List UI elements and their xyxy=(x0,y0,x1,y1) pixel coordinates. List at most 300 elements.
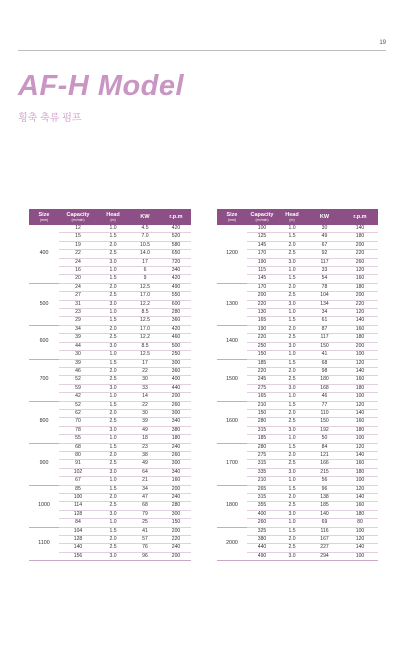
head-cell: 1.0 xyxy=(277,267,307,275)
kw-cell: 30 xyxy=(129,409,161,417)
kw-cell: 92 xyxy=(307,250,342,258)
kw-cell: 25 xyxy=(129,519,161,527)
table-row xyxy=(29,485,191,493)
rpm-cell: 180 xyxy=(161,435,191,443)
capacity-cell: 190 xyxy=(247,325,277,333)
rpm-cell: 200 xyxy=(161,552,191,560)
head-cell: 1.5 xyxy=(97,275,129,283)
size-header-label: Size xyxy=(38,212,50,218)
rpm-cell: 180 xyxy=(342,233,378,241)
head-cell: 2.0 xyxy=(277,283,307,291)
rpm-header-label: r.p.m xyxy=(169,214,183,220)
head-cell: 1.5 xyxy=(277,359,307,367)
head-cell: 1.0 xyxy=(97,477,129,485)
kw-cell: 34 xyxy=(129,485,161,493)
capacity-cell: 16 xyxy=(59,267,97,275)
table-row xyxy=(29,401,191,409)
capacity-cell: 315 xyxy=(247,426,277,434)
head-header-label: Head xyxy=(106,212,120,218)
head-cell: 3.0 xyxy=(277,258,307,266)
kw-cell: 121 xyxy=(307,451,342,459)
rpm-header xyxy=(342,209,378,225)
kw-cell: 10.5 xyxy=(129,241,161,249)
kw-cell: 12.2 xyxy=(129,334,161,342)
capacity-cell: 128 xyxy=(59,510,97,518)
capacity-cell: 42 xyxy=(59,393,97,401)
head-cell: 1.0 xyxy=(97,309,129,317)
capacity-cell: 19 xyxy=(59,241,97,249)
head-cell: 2.0 xyxy=(97,451,129,459)
spec-table-left xyxy=(29,209,191,561)
rpm-cell: 340 xyxy=(161,267,191,275)
head-cell: 3.0 xyxy=(277,342,307,350)
head-cell: 1.5 xyxy=(97,527,129,535)
rpm-cell: 160 xyxy=(342,325,378,333)
size-cell: 2000 xyxy=(217,527,247,561)
kw-cell: 12.5 xyxy=(129,283,161,291)
rpm-cell: 460 xyxy=(161,334,191,342)
rpm-cell: 250 xyxy=(161,351,191,359)
rpm-cell: 180 xyxy=(342,468,378,476)
head-cell: 2.5 xyxy=(97,250,129,258)
rpm-cell: 260 xyxy=(161,401,191,409)
rpm-cell: 120 xyxy=(342,359,378,367)
head-cell: 2.0 xyxy=(277,241,307,249)
capacity-cell: 185 xyxy=(247,359,277,367)
rpm-cell: 180 xyxy=(342,334,378,342)
capacity-cell: 39 xyxy=(59,359,97,367)
kw-cell: 14.0 xyxy=(129,250,161,258)
kw-cell: 166 xyxy=(307,460,342,468)
capacity-cell: 52 xyxy=(59,401,97,409)
head-cell: 1.5 xyxy=(97,401,129,409)
kw-cell: 49 xyxy=(129,426,161,434)
capacity-cell: 190 xyxy=(247,258,277,266)
head-cell: 3.0 xyxy=(277,300,307,308)
kw-cell: 8.5 xyxy=(129,309,161,317)
head-cell: 1.5 xyxy=(277,527,307,535)
kw-cell: 117 xyxy=(307,258,342,266)
rpm-cell: 140 xyxy=(342,494,378,502)
capacity-unit: (m³/min) xyxy=(255,218,269,222)
capacity-cell: 145 xyxy=(247,241,277,249)
rpm-cell: 200 xyxy=(161,485,191,493)
capacity-cell: 20 xyxy=(59,275,97,283)
page-subtitle: 횡축 축류 펌프 xyxy=(18,113,82,124)
size-header xyxy=(217,209,247,225)
capacity-header-label: Capacity xyxy=(250,212,274,218)
capacity-cell: 27 xyxy=(59,292,97,300)
rpm-cell: 160 xyxy=(342,460,378,468)
kw-cell: 17.0 xyxy=(129,325,161,333)
capacity-cell: 145 xyxy=(247,275,277,283)
kw-cell: 64 xyxy=(129,468,161,476)
head-cell: 1.5 xyxy=(97,233,129,241)
capacity-cell: 245 xyxy=(247,376,277,384)
rpm-cell: 220 xyxy=(161,536,191,544)
rpm-cell: 400 xyxy=(161,376,191,384)
capacity-cell: 315 xyxy=(247,460,277,468)
table-row xyxy=(217,527,378,535)
head-cell: 2.5 xyxy=(97,502,129,510)
capacity-cell: 355 xyxy=(247,502,277,510)
kw-cell: 227 xyxy=(307,544,342,552)
rpm-cell: 240 xyxy=(161,544,191,552)
size-header xyxy=(29,209,59,225)
capacity-cell: 78 xyxy=(59,426,97,434)
head-cell: 2.5 xyxy=(97,292,129,300)
rpm-cell: 100 xyxy=(342,351,378,359)
rpm-cell: 720 xyxy=(161,258,191,266)
head-header xyxy=(277,209,307,225)
head-cell: 2.0 xyxy=(277,494,307,502)
page-number: 19 xyxy=(379,40,386,46)
kw-cell: 98 xyxy=(307,367,342,375)
head-cell: 3.0 xyxy=(277,510,307,518)
kw-cell: 68 xyxy=(307,359,342,367)
head-cell: 1.5 xyxy=(97,359,129,367)
head-cell: 2.5 xyxy=(97,418,129,426)
kw-cell: 167 xyxy=(307,536,342,544)
kw-cell: 96 xyxy=(307,485,342,493)
kw-cell: 69 xyxy=(307,519,342,527)
head-cell: 3.0 xyxy=(97,384,129,392)
kw-cell: 30 xyxy=(307,225,342,233)
rpm-cell: 500 xyxy=(161,342,191,350)
kw-cell: 68 xyxy=(129,502,161,510)
head-cell: 3.0 xyxy=(97,258,129,266)
rpm-cell: 420 xyxy=(161,275,191,283)
capacity-cell: 67 xyxy=(59,477,97,485)
capacity-cell: 165 xyxy=(247,393,277,401)
capacity-header xyxy=(247,209,277,225)
kw-cell: 9 xyxy=(129,275,161,283)
rpm-cell: 180 xyxy=(342,510,378,518)
kw-cell: 33 xyxy=(307,267,342,275)
head-cell: 2.5 xyxy=(277,334,307,342)
rpm-cell: 200 xyxy=(161,527,191,535)
head-cell: 3.0 xyxy=(97,552,129,560)
rpm-cell: 360 xyxy=(161,367,191,375)
head-cell: 1.0 xyxy=(97,519,129,527)
head-cell: 2.0 xyxy=(97,367,129,375)
capacity-cell: 315 xyxy=(247,494,277,502)
size-cell: 900 xyxy=(29,443,59,485)
head-unit: (m) xyxy=(289,218,295,222)
capacity-cell: 46 xyxy=(59,367,97,375)
rpm-cell: 360 xyxy=(161,317,191,325)
head-cell: 1.0 xyxy=(277,393,307,401)
rpm-cell: 80 xyxy=(342,519,378,527)
rpm-cell: 580 xyxy=(161,241,191,249)
rpm-cell: 220 xyxy=(342,300,378,308)
capacity-cell: 70 xyxy=(59,418,97,426)
head-cell: 1.0 xyxy=(97,267,129,275)
rpm-cell: 550 xyxy=(161,292,191,300)
rpm-cell: 220 xyxy=(342,250,378,258)
rpm-cell: 180 xyxy=(342,283,378,291)
spec-table-right xyxy=(217,209,378,561)
head-cell: 2.5 xyxy=(97,334,129,342)
capacity-cell: 200 xyxy=(247,292,277,300)
head-cell: 1.5 xyxy=(97,317,129,325)
rpm-cell: 280 xyxy=(161,309,191,317)
capacity-cell: 265 xyxy=(247,485,277,493)
head-cell: 2.0 xyxy=(97,241,129,249)
kw-cell: 168 xyxy=(307,384,342,392)
capacity-cell: 59 xyxy=(59,384,97,392)
capacity-cell: 335 xyxy=(247,468,277,476)
capacity-cell: 380 xyxy=(247,536,277,544)
kw-cell: 46 xyxy=(307,393,342,401)
head-cell: 1.0 xyxy=(277,435,307,443)
capacity-cell: 34 xyxy=(59,325,97,333)
kw-header-label: KW xyxy=(319,214,330,220)
rpm-cell: 160 xyxy=(342,376,378,384)
rpm-header xyxy=(161,209,191,225)
capacity-cell: 114 xyxy=(59,502,97,510)
capacity-cell: 12 xyxy=(59,225,97,233)
head-cell: 1.0 xyxy=(97,435,129,443)
capacity-cell: 325 xyxy=(247,527,277,535)
head-cell: 2.5 xyxy=(277,544,307,552)
kw-cell: 17 xyxy=(129,258,161,266)
table-body-right xyxy=(217,225,378,561)
rpm-cell: 240 xyxy=(161,443,191,451)
table-row xyxy=(217,225,378,233)
head-cell: 1.5 xyxy=(277,401,307,409)
head-cell: 3.0 xyxy=(97,468,129,476)
rpm-cell: 260 xyxy=(342,258,378,266)
kw-cell: 76 xyxy=(129,544,161,552)
kw-cell: 34 xyxy=(307,309,342,317)
head-cell: 2.0 xyxy=(97,536,129,544)
head-cell: 2.5 xyxy=(277,250,307,258)
head-cell: 2.5 xyxy=(97,544,129,552)
capacity-cell: 220 xyxy=(247,300,277,308)
rpm-cell: 120 xyxy=(342,443,378,451)
capacity-cell: 30 xyxy=(59,351,97,359)
capacity-cell: 62 xyxy=(59,409,97,417)
table-row xyxy=(29,325,191,333)
rpm-cell: 340 xyxy=(161,468,191,476)
capacity-cell: 280 xyxy=(247,443,277,451)
capacity-cell: 84 xyxy=(59,519,97,527)
table-body-left xyxy=(29,225,191,561)
capacity-cell: 128 xyxy=(59,536,97,544)
capacity-cell: 156 xyxy=(59,552,97,560)
rpm-cell: 200 xyxy=(342,292,378,300)
capacity-header-label: Capacity xyxy=(66,212,90,218)
table-row xyxy=(217,443,378,451)
rpm-cell: 140 xyxy=(342,367,378,375)
header-rule xyxy=(18,50,386,51)
kw-cell: 23 xyxy=(129,443,161,451)
capacity-cell: 440 xyxy=(247,544,277,552)
head-cell: 2.5 xyxy=(97,376,129,384)
rpm-cell: 140 xyxy=(342,225,378,233)
capacity-cell: 170 xyxy=(247,250,277,258)
table-row xyxy=(217,325,378,333)
kw-cell: 57 xyxy=(129,536,161,544)
kw-cell: 185 xyxy=(307,502,342,510)
head-cell: 2.0 xyxy=(97,325,129,333)
rpm-cell: 440 xyxy=(161,384,191,392)
head-cell: 2.5 xyxy=(277,460,307,468)
kw-cell: 87 xyxy=(307,325,342,333)
rpm-cell: 420 xyxy=(161,225,191,233)
rpm-cell: 100 xyxy=(342,435,378,443)
rpm-cell: 140 xyxy=(342,409,378,417)
kw-cell: 12.5 xyxy=(129,351,161,359)
kw-cell: 8.5 xyxy=(129,342,161,350)
capacity-cell: 185 xyxy=(247,435,277,443)
capacity-header xyxy=(59,209,97,225)
table-row xyxy=(217,485,378,493)
size-unit: (mm) xyxy=(227,218,237,222)
capacity-cell: 125 xyxy=(247,233,277,241)
kw-header-label: KW xyxy=(140,214,150,220)
head-cell: 1.0 xyxy=(277,309,307,317)
head-cell: 1.5 xyxy=(277,233,307,241)
kw-cell: 140 xyxy=(307,510,342,518)
kw-cell: 6 xyxy=(129,267,161,275)
head-cell: 1.0 xyxy=(277,351,307,359)
capacity-cell: 15 xyxy=(59,233,97,241)
capacity-cell: 130 xyxy=(247,309,277,317)
capacity-cell: 490 xyxy=(247,552,277,560)
capacity-cell: 102 xyxy=(59,468,97,476)
rpm-cell: 120 xyxy=(342,536,378,544)
capacity-cell: 68 xyxy=(59,443,97,451)
rpm-cell: 140 xyxy=(342,544,378,552)
head-cell: 3.0 xyxy=(277,426,307,434)
head-cell: 2.0 xyxy=(277,536,307,544)
kw-cell: 67 xyxy=(307,241,342,249)
kw-cell: 104 xyxy=(307,292,342,300)
kw-cell: 150 xyxy=(307,342,342,350)
size-cell: 1800 xyxy=(217,485,247,527)
kw-cell: 54 xyxy=(307,275,342,283)
head-cell: 1.0 xyxy=(97,225,129,233)
rpm-cell: 120 xyxy=(342,401,378,409)
kw-cell: 39 xyxy=(129,418,161,426)
capacity-cell: 140 xyxy=(59,544,97,552)
kw-cell: 50 xyxy=(307,435,342,443)
page-title: AF-H Model xyxy=(18,70,185,102)
rpm-cell: 160 xyxy=(342,418,378,426)
capacity-cell: 275 xyxy=(247,384,277,392)
rpm-cell: 300 xyxy=(161,510,191,518)
kw-cell: 294 xyxy=(307,552,342,560)
rpm-header-label: r.p.m xyxy=(353,214,367,220)
capacity-cell: 170 xyxy=(247,283,277,291)
rpm-cell: 240 xyxy=(161,494,191,502)
kw-cell: 21 xyxy=(129,477,161,485)
kw-cell: 49 xyxy=(129,460,161,468)
capacity-cell: 260 xyxy=(247,519,277,527)
kw-cell: 84 xyxy=(307,443,342,451)
kw-cell: 138 xyxy=(307,494,342,502)
capacity-cell: 39 xyxy=(59,334,97,342)
kw-cell: 110 xyxy=(307,409,342,417)
rpm-cell: 160 xyxy=(161,477,191,485)
size-unit: (mm) xyxy=(39,218,49,222)
capacity-cell: 29 xyxy=(59,317,97,325)
head-cell: 2.0 xyxy=(97,494,129,502)
head-cell: 2.0 xyxy=(277,409,307,417)
size-cell: 1700 xyxy=(217,443,247,485)
rpm-cell: 300 xyxy=(161,460,191,468)
kw-cell: 14 xyxy=(129,393,161,401)
kw-cell: 215 xyxy=(307,468,342,476)
size-cell: 400 xyxy=(29,225,59,283)
capacity-cell: 80 xyxy=(59,451,97,459)
kw-cell: 78 xyxy=(307,283,342,291)
head-cell: 2.5 xyxy=(97,460,129,468)
table-row xyxy=(29,283,191,291)
table-row xyxy=(29,527,191,535)
kw-cell: 117 xyxy=(307,334,342,342)
rpm-cell: 150 xyxy=(161,519,191,527)
head-cell: 3.0 xyxy=(277,468,307,476)
rpm-cell: 490 xyxy=(161,283,191,291)
rpm-cell: 120 xyxy=(342,267,378,275)
size-cell: 1000 xyxy=(29,485,59,527)
kw-cell: 12.5 xyxy=(129,317,161,325)
capacity-cell: 150 xyxy=(247,409,277,417)
head-cell: 2.5 xyxy=(277,376,307,384)
head-cell: 1.0 xyxy=(277,225,307,233)
rpm-cell: 380 xyxy=(161,426,191,434)
head-cell: 1.5 xyxy=(277,275,307,283)
head-unit: (m) xyxy=(110,218,116,222)
head-cell: 1.0 xyxy=(97,351,129,359)
capacity-cell: 275 xyxy=(247,451,277,459)
size-cell: 1500 xyxy=(217,359,247,401)
kw-cell: 12.2 xyxy=(129,300,161,308)
table-row xyxy=(29,443,191,451)
table-row xyxy=(217,359,378,367)
rpm-cell: 100 xyxy=(342,552,378,560)
head-cell: 1.5 xyxy=(277,317,307,325)
kw-cell: 116 xyxy=(307,527,342,535)
size-cell: 1300 xyxy=(217,283,247,325)
capacity-cell: 280 xyxy=(247,418,277,426)
capacity-cell: 52 xyxy=(59,376,97,384)
kw-header xyxy=(129,209,161,225)
head-cell: 3.0 xyxy=(97,426,129,434)
head-cell: 1.5 xyxy=(277,443,307,451)
head-cell: 1.5 xyxy=(277,485,307,493)
rpm-cell: 300 xyxy=(161,359,191,367)
rpm-cell: 520 xyxy=(161,233,191,241)
capacity-cell: 220 xyxy=(247,367,277,375)
head-cell: 1.5 xyxy=(97,443,129,451)
table-header-row xyxy=(29,209,191,225)
capacity-cell: 104 xyxy=(59,527,97,535)
rpm-cell: 200 xyxy=(342,241,378,249)
table-row xyxy=(29,359,191,367)
kw-cell: 41 xyxy=(129,527,161,535)
head-cell: 3.0 xyxy=(277,384,307,392)
rpm-cell: 650 xyxy=(161,250,191,258)
capacity-cell: 91 xyxy=(59,460,97,468)
kw-cell: 30 xyxy=(129,376,161,384)
table-row xyxy=(217,283,378,291)
kw-cell: 22 xyxy=(129,367,161,375)
rpm-cell: 140 xyxy=(342,451,378,459)
